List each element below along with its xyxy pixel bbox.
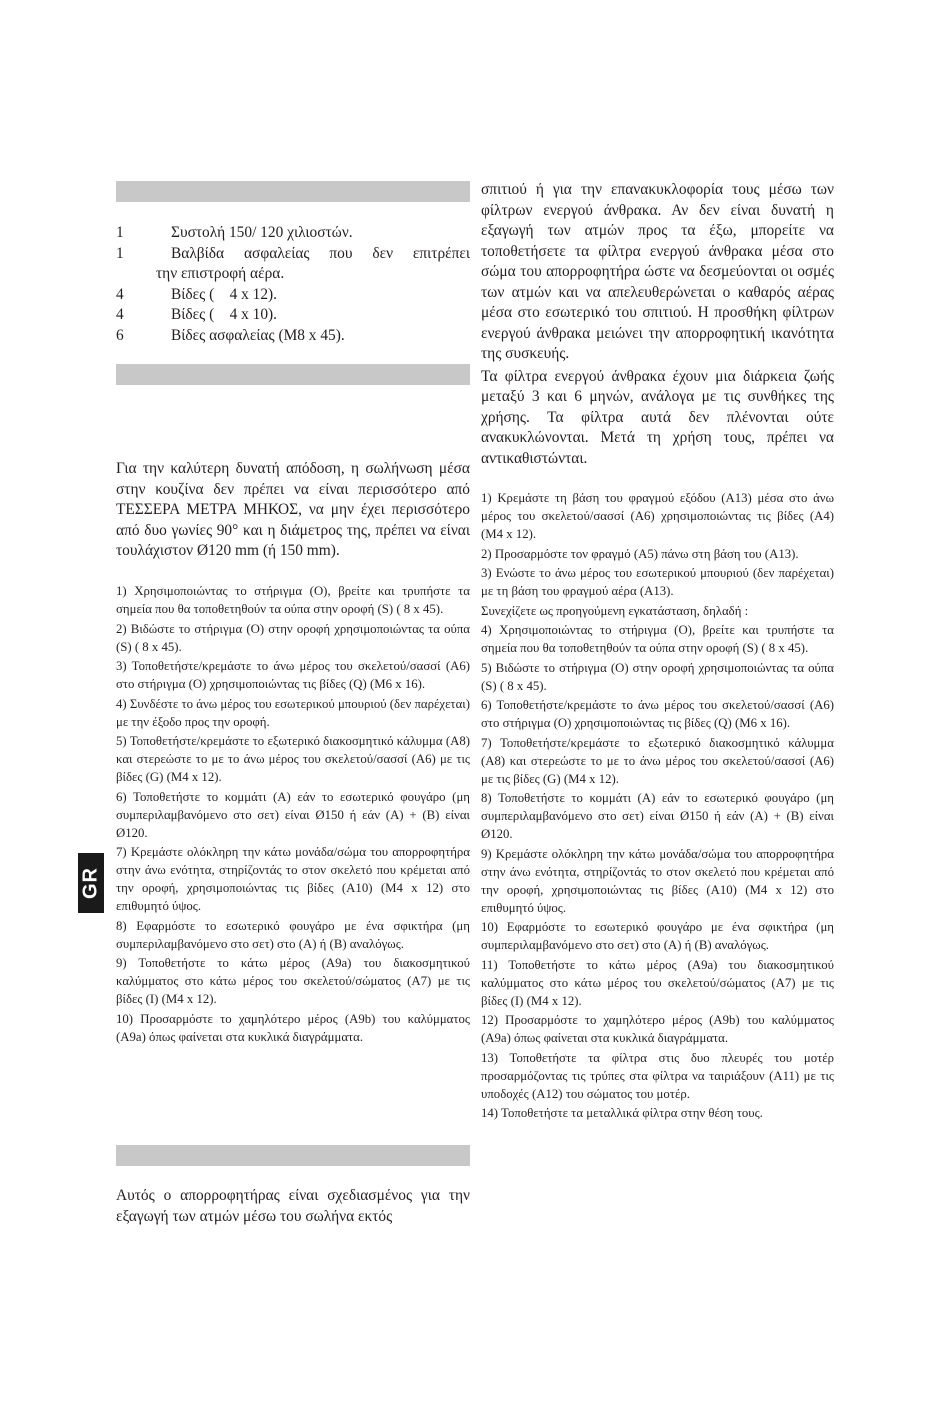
part-description-continuation: την επιστροφή αέρα. — [156, 265, 285, 282]
installation-step: 4) Χρησιμοποιώντας το στήριγμα (O), βρείτε και τρυπήστε τα σημεία που θα τοποθετηθούν τα ούπα στην οροφή (S) ( 8 x 45). — [481, 623, 834, 655]
installation-step: 6) Τοποθετήστε/κρεμάστε το άνω μέρος του σκελετού/σασσί (A6) στο στήριγμα (O) χρησιμοποιώντας τις βίδες (Q) (M6 x 16). — [481, 698, 834, 730]
parts-list — [116, 223, 470, 346]
installation-step: 11) Τοποθετήστε το κάτω μέρος (A9a) του διακοσμητικού καλύμματος στο κάτω μέρος του σκελετού/σώματος (A7) με τις βίδες (I) (M4 x 12). — [481, 957, 834, 1008]
installation-step: 10) Προσαρμόστε το χαμηλότερο μέρος (A9b) του καλύμματος (A9a) όπως φαίνεται στα κυκλικά διαγράμματα. — [116, 1011, 470, 1044]
installation-steps — [116, 582, 470, 1047]
installation-step: 7) Κρεμάστε ολόκληρη την κάτω μονάδα/σώμα του απορροφητήρα στην άνω ενότητα, στηρίζοντάς το στον σκελετό που κρέμεται από την οροφή, χρησιμοποιώντας τις βίδες (A10) (M4 x 12) στο επιθυμητό ύψος. — [116, 845, 470, 913]
installation-step: 3) Τοποθετήστε/κρεμάστε το άνω μέρος του σκελετού/σασσί (A6) στο στήριγμα (O) χρησιμοποιώντας τις βίδες (Q) (M6 x 16). — [116, 659, 470, 691]
installation-step: 8) Εφαρμόστε το εσωτερικό φουγάρο με ένα σφικτήρα (μη συμπεριλαμβανόμενο στο σετ) στο (A) ή (B) αναλόγως. — [116, 918, 470, 951]
section-header-bar — [116, 1145, 470, 1166]
recirculation-description — [481, 180, 834, 471]
installation-step: 7) Τοποθετήστε/κρεμάστε το εξωτερικό διακοσμητικό κάλυμμα (A8) και στερεώστε το με το άνω μέρος του σκελετού/σασσί (A6) με τις βίδες (G) (M4 x 12). — [481, 735, 834, 786]
installation-step: 5) Βιδώστε το στήριγμα (O) στην οροφή χρησιμοποιώντας τα ούπα (S) ( 8 x 45). — [481, 660, 834, 693]
parts-list-item — [116, 305, 470, 326]
part-description: Συστολή 150/ 120 χιλιοστών. — [171, 224, 353, 241]
part-quantity: 1 — [116, 244, 124, 262]
language-tab-label: GR — [79, 867, 102, 899]
recirculation-steps — [481, 489, 834, 1124]
part-quantity: 1 — [116, 224, 124, 241]
installation-step: 2) Προσαρμόστε τον φραγμό (A5) πάνω στη βάση του (A13). — [481, 546, 799, 561]
part-description: Βίδες ασφαλείας (M8 x 45). — [171, 326, 345, 344]
part-description: Βίδες ( 4 x 12). — [171, 285, 278, 303]
installation-step: 5) Τοποθετήστε/κρεμάστε το εξωτερικό διακοσμητικό κάλυμμα (A8) και στερεώστε το με το άνω μέρος του σκελετού/σασσί (A6) με τις βίδες (G) (M4 x 12). — [116, 734, 470, 784]
installation-step: 4) Συνδέστε το άνω μέρος του εσωτερικού μπουριού (δεν παρέχεται) με την έξοδο προς την οροφή. — [116, 696, 470, 729]
parts-list-item — [116, 326, 470, 347]
part-description: Βίδες ( 4 x 10). — [171, 306, 278, 323]
installation-note: Συνεχίζετε ως προηγούμενη εγκατάσταση, δηλαδή : — [481, 603, 749, 618]
part-description-line: Βαλβίδα ασφαλείας που δεν επιτρέπει — [171, 244, 470, 262]
installation-step: 14) Τοποθετήστε τα μεταλλικά φίλτρα στην θέση τους. — [481, 1106, 763, 1120]
installation-step: 8) Τοποθετήστε το κομμάτι (A) εάν το εσωτερικό φουγάρο (μη συμπεριλαμβανόμενο στο σετ) είναι Ø150 ή εάν (A) + (B) είναι Ø120. — [481, 791, 834, 841]
installation-step: 13) Τοποθετήστε τα φίλτρα στις δυο πλευρές του μοτέρ προσαρμόζοντας τις τρύπες στα φίλτρα να ταιριάξουν (A11) με τις υποδοχές (A12) του σώματος του μοτέρ. — [481, 1050, 834, 1101]
recirculation-intro-paragraph: Αυτός ο απορροφητήρας είναι σχεδιασμένος για την εξαγωγή των ατμών μέσω του σωλήνα εκτός — [116, 1187, 470, 1225]
installation-step: 9) Τοποθετήστε το κάτω μέρος (A9a) του διακοσμητικού καλύμματος στο κάτω μέρος του σκελετού/σώματος (A7) με τις βίδες (I) (M4 x 12). — [116, 956, 470, 1006]
installation-step: 6) Τοποθετήστε το κομμάτι (A) εάν το εσωτερικό φουγάρο (μη συμπεριλαμβανόμενο στο σετ) είναι Ø150 ή εάν (A) + (B) είναι Ø120. — [116, 789, 470, 840]
section-header-bar — [116, 181, 470, 202]
installation-step: 1) Χρησιμοποιώντας το στήριγμα (O), βρείτε και τρυπήστε τα σημεία που θα τοποθετηθούν τα ούπα στην οροφή (S) ( 8 x 45). — [116, 584, 470, 616]
installation-step: 3) Ενώστε το άνω μέρος του εσωτερικού μπουριού (δεν παρέχεται) με τη βάση του φραγμού αέρα (A13). — [481, 566, 834, 598]
part-quantity: 4 — [116, 285, 124, 303]
parts-list-item — [116, 223, 470, 244]
installation-step: 9) Κρεμάστε ολόκληρη την κάτω μονάδα/σώμα του απορροφητήρα στην άνω ενότητα, στηρίζοντάς το στον σκελετό που κρέμεται από την οροφή, χρησιμοποιώντας τις βίδες (A10) (M4 x 12) στο επιθυμητό ύψος. — [481, 846, 834, 915]
installation-step: 10) Εφαρμόστε το εσωτερικό φουγάρο με ένα σφικτήρα (μη συμπεριλαμβανόμενο στο σετ) στο (A) ή (B) αναλόγως. — [481, 920, 834, 952]
language-tab — [78, 853, 104, 913]
body-paragraph: Τα φίλτρα ενεργού άνθρακα έχουν μια διάρκεια ζωής μεταξύ 3 και 6 μηνών, ανάλογα με τις συνθήκες της χρήσης. Τα φίλτρα αυτά δεν πλένονται ούτε ανακυκλώνονται. Μετά τη χρήση τους, πρέπει να αντικαθιστώνται. — [481, 367, 834, 467]
body-paragraph: σπιτιού ή για την επανακυκλοφορία τους μέσω των φίλτρων ενεργού άνθρακα. Αν δεν είναι δυνατή η εξαγωγή των ατμών προς τα έξω, μπορείτε να τοποθετήσετε τα φίλτρα ενεργού άνθρακα μέσα στο σώμα του απορροφητήρα ώστε να δεσμεύονται οι οσμές των ατμών και να απελευθερώνεται ο καθαρός αέρας μέσα στο εσωτερικό του σπιτιού. Η προσθήκη φίλτρων ενεργού άνθρακα μειώνει την απορροφητική ικανότητα της συσκευής. — [481, 181, 834, 362]
part-quantity: 4 — [116, 306, 124, 323]
parts-list-item — [116, 285, 470, 306]
part-description — [156, 244, 470, 285]
section-header-bar — [116, 364, 470, 385]
installation-step: 1) Κρεμάστε τη βάση του φραγμού εξόδου (A13) μέσα στο άνω μέρος του σκελετού/σασσί (A6) χρησιμοποιώντας τις βίδες (A4) (M4 x 12). — [481, 491, 834, 541]
installation-step: 2) Βιδώστε το στήριγμα (O) στην οροφή χρησιμοποιώντας τα ούπα (S) ( 8 x 45). — [116, 621, 470, 654]
part-quantity: 6 — [116, 326, 124, 344]
parts-list-item — [116, 244, 470, 285]
installation-step: 12) Προσαρμόστε το χαμηλότερο μέρος (A9b) του καλύμματος (A9a) όπως φαίνεται στα κυκλικά διαγράμματα. — [481, 1013, 834, 1045]
ducting-intro-paragraph: Για την καλύτερη δυνατή απόδοση, η σωλήνωση μέσα στην κουζίνα δεν πρέπει να είναι περισσότερο από ΤΕΣΣΕΡΑ ΜΕΤΡΑ ΜΗΚΟΣ, να μην έχει περισσότερο από δυο γωνίες 90° και η διάμετρος της, πρέπει να είναι τουλάχιστον Ø120 mm (ή 150 mm). — [116, 460, 470, 559]
